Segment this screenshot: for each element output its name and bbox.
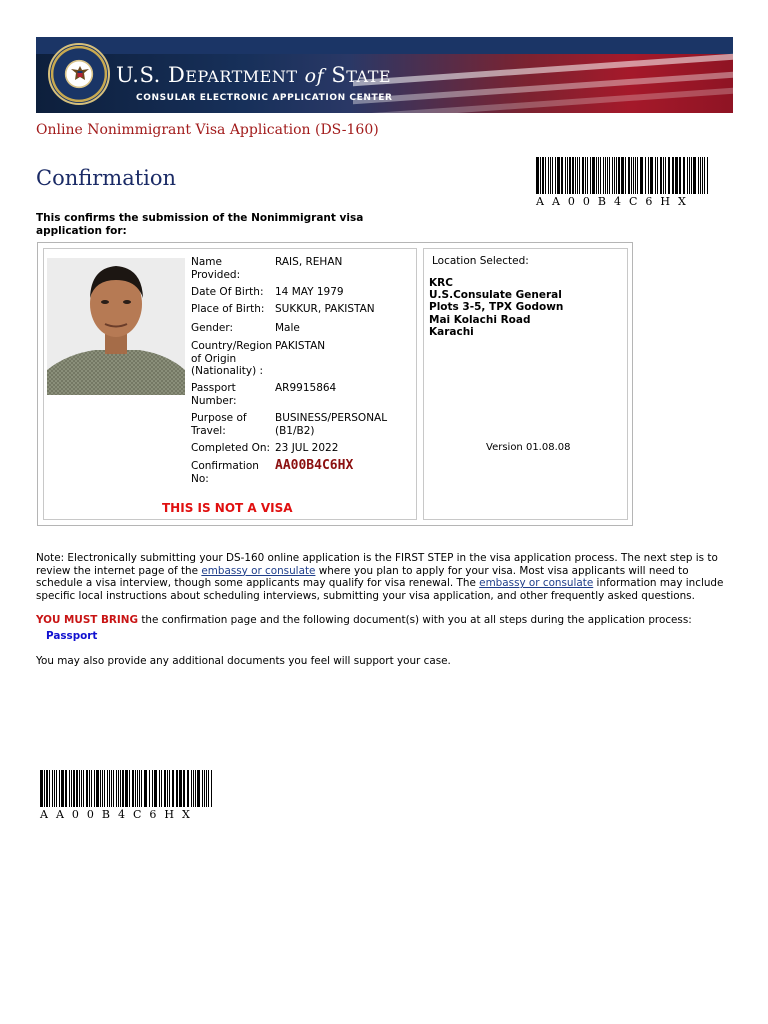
barcode-bar <box>683 157 685 194</box>
must-bring-emphasis: YOU MUST BRING <box>36 614 139 626</box>
barcode-bar <box>118 770 119 807</box>
barcode-bar <box>107 770 108 807</box>
barcode-bar <box>144 770 147 807</box>
barcode-bar <box>687 157 688 194</box>
field-label: Date Of Birth: <box>191 286 264 298</box>
barcode-bar <box>590 157 591 194</box>
barcode-bar <box>40 770 43 807</box>
field-value: 14 MAY 1979 <box>275 286 344 298</box>
field-value: Male <box>275 322 300 334</box>
barcode-bar <box>704 157 705 194</box>
barcode-bar <box>605 157 606 194</box>
barcode-bar <box>569 157 571 194</box>
barcode-bar <box>122 770 124 807</box>
department-subtitle: CONSULAR ELECTRONIC APPLICATION CENTER <box>136 93 393 103</box>
barcode-bar <box>100 770 101 807</box>
barcode-text: AA00B4C6HX <box>40 808 198 821</box>
barcode-bar <box>111 770 112 807</box>
barcode-bar <box>195 770 196 807</box>
barcode-bar <box>592 157 595 194</box>
not-a-visa-warning: THIS IS NOT A VISA <box>162 501 293 515</box>
barcode-bar <box>582 157 584 194</box>
barcode-bar <box>179 770 182 807</box>
header-banner <box>36 37 733 113</box>
eagle-icon <box>69 63 91 85</box>
barcode-bar <box>536 157 539 194</box>
barcode-bar <box>550 157 551 194</box>
barcode-bar <box>132 770 134 807</box>
barcode-bar <box>689 157 690 194</box>
barcode-bar <box>660 157 662 194</box>
barcode-bar <box>631 157 632 194</box>
version-label: Version 01.08.08 <box>486 442 571 453</box>
barcode-bar <box>125 770 128 807</box>
barcode-bar <box>211 770 212 807</box>
barcode-bar <box>204 770 205 807</box>
barcode-bars <box>40 770 216 807</box>
barcode-bar <box>167 770 168 807</box>
field-value: AR9915864 <box>275 382 337 394</box>
barcode-bar <box>81 770 82 807</box>
barcode-bar <box>561 157 563 194</box>
barcode-bar <box>621 157 624 194</box>
barcode-bar <box>577 157 578 194</box>
barcode-bar <box>59 770 60 807</box>
barcode-bar <box>542 157 544 194</box>
barcode-bar <box>137 770 138 807</box>
barcode-bar <box>603 157 604 194</box>
barcode-bar <box>700 157 701 194</box>
location-label: Location Selected: <box>432 255 529 267</box>
note-paragraph: Note: Electronically submitting your DS-160 online application is the FIRST STEP in the visa application process. The next step is to review the internet page of the embassy or consulate where you plan to apply for your visa. Most visa applicants will need to schedule a visa interview, though some applicants may qualify for visa renewal. The embassy or consulate information may include specific local instructions about scheduling interviews, submitting your visa application, and other frequently asked questions. <box>36 552 724 603</box>
barcode-bar <box>120 770 121 807</box>
field-label: Completed On: <box>191 442 271 454</box>
barcode-bar <box>91 770 92 807</box>
barcode-bar <box>79 770 80 807</box>
barcode-bar <box>208 770 209 807</box>
barcode-top <box>536 157 712 208</box>
barcode-bar <box>52 770 53 807</box>
barcode-bars <box>536 157 712 194</box>
barcode-bar <box>113 770 114 807</box>
barcode-bar <box>618 157 620 194</box>
barcode-bar <box>607 157 608 194</box>
barcode-bar <box>600 157 601 194</box>
barcode-bar <box>628 157 630 194</box>
embassy-consulate-info-link[interactable]: embassy or consulate <box>479 577 594 590</box>
barcode-bar <box>657 157 658 194</box>
barcode-bar <box>625 157 626 194</box>
field-label: Confirmation No: <box>191 460 259 485</box>
barcode-bar <box>183 770 185 807</box>
barcode-bar <box>139 770 140 807</box>
barcode-bar <box>159 770 160 807</box>
barcode-bar <box>702 157 703 194</box>
barcode-bar <box>640 157 643 194</box>
barcode-bar <box>129 770 130 807</box>
barcode-bar <box>598 157 599 194</box>
barcode-bar <box>572 157 574 194</box>
field-value: RAIS, REHAN <box>275 256 343 268</box>
barcode-bar <box>614 157 615 194</box>
barcode-bar <box>635 157 636 194</box>
barcode-bar <box>56 770 57 807</box>
address-line: Plots 3-5, TPX Godown <box>429 301 564 314</box>
barcode-bar <box>104 770 105 807</box>
address-line: U.S.Consulate General <box>429 289 562 302</box>
barcode-bar <box>552 157 553 194</box>
field-label: Passport Number: <box>191 382 237 407</box>
department-seal-icon <box>48 43 110 105</box>
address-line: Karachi <box>429 325 474 338</box>
barcode-bar <box>116 770 117 807</box>
field-label: Place of Birth: <box>191 303 265 315</box>
field-value: BUSINESS/PERSONAL (B1/B2) <box>275 412 388 437</box>
barcode-bar <box>193 770 194 807</box>
barcode-bar <box>86 770 88 807</box>
barcode-bar <box>567 157 568 194</box>
barcode-bar <box>616 157 617 194</box>
barcode-bar <box>187 770 189 807</box>
barcode-bar <box>679 157 681 194</box>
field-label: Gender: <box>191 322 234 334</box>
barcode-bar <box>73 770 75 807</box>
barcode-bar <box>548 157 549 194</box>
barcode-bar <box>587 157 588 194</box>
barcode-bar <box>633 157 634 194</box>
barcode-bar <box>197 770 200 807</box>
barcode-bar <box>585 157 586 194</box>
barcode-bar <box>663 157 664 194</box>
barcode-bar <box>141 770 142 807</box>
barcode-bar <box>698 157 699 194</box>
barcode-bar <box>49 770 50 807</box>
barcode-bar <box>65 770 67 807</box>
barcode-bar <box>545 157 546 194</box>
location-address <box>429 277 563 338</box>
banner-top-bar <box>36 37 733 54</box>
barcode-bar <box>540 157 541 194</box>
barcode-bar <box>555 157 556 194</box>
barcode-bar <box>69 770 70 807</box>
barcode-bar <box>637 157 638 194</box>
barcode-bar <box>612 157 613 194</box>
barcode-text: AA00B4C6HX <box>536 195 694 208</box>
field-value: SUKKUR, PAKISTAN <box>275 303 375 315</box>
address-line: KRC <box>429 277 453 289</box>
confirmation-intro: This confirms the submission of the Nonimmigrant visa application for: <box>36 212 364 237</box>
barcode-bar <box>61 770 64 807</box>
barcode-bar <box>707 157 708 194</box>
barcode-bar <box>693 157 696 194</box>
barcode-bar <box>152 770 153 807</box>
barcode-bar <box>76 770 78 807</box>
barcode-bar <box>96 770 99 807</box>
field-label: Country/Region of Origin (Nationality) : <box>191 340 273 377</box>
barcode-bar <box>83 770 84 807</box>
applicant-photo <box>47 258 185 395</box>
embassy-consulate-link[interactable]: embassy or consulate <box>201 564 316 577</box>
barcode-bar <box>71 770 72 807</box>
barcode-bar <box>672 157 674 194</box>
barcode-bar <box>675 157 678 194</box>
barcode-bar <box>154 770 157 807</box>
barcode-bar <box>648 157 649 194</box>
barcode-bar <box>609 157 610 194</box>
barcode-bar <box>596 157 597 194</box>
barcode-bar <box>655 157 656 194</box>
field-label: Purpose of Travel: <box>191 412 247 437</box>
barcode-bar <box>557 157 560 194</box>
application-title: Online Nonimmigrant Visa Application (DS-160) <box>36 122 379 138</box>
barcode-bar <box>149 770 150 807</box>
barcode-bar <box>650 157 653 194</box>
barcode-bar <box>191 770 192 807</box>
barcode-bar <box>89 770 90 807</box>
barcode-bar <box>94 770 95 807</box>
barcode-bar <box>109 770 110 807</box>
barcode-bar <box>176 770 178 807</box>
barcode-bar <box>135 770 136 807</box>
barcode-bar <box>565 157 566 194</box>
barcode-bar <box>579 157 580 194</box>
barcode-bar <box>691 157 692 194</box>
field-value: 23 JUL 2022 <box>275 442 339 454</box>
address-line: Mai Kolachi Road <box>429 313 531 326</box>
barcode-bar <box>645 157 646 194</box>
barcode-bar <box>164 770 166 807</box>
barcode-bar <box>169 770 170 807</box>
field-value: PAKISTAN <box>275 340 326 352</box>
barcode-bar <box>206 770 207 807</box>
page-title: Confirmation <box>36 166 177 190</box>
barcode-bar <box>46 770 48 807</box>
barcode-bar <box>665 157 666 194</box>
barcode-bar <box>44 770 45 807</box>
must-bring-text: YOU MUST BRING the confirmation page and the following document(s) with you at all steps during the application process: <box>36 614 692 626</box>
barcode-bar <box>54 770 55 807</box>
additional-documents-text: You may also provide any additional documents you feel will support your case. <box>36 655 451 667</box>
barcode-bar <box>668 157 670 194</box>
required-document-passport: Passport <box>46 630 98 642</box>
barcode-bar <box>575 157 576 194</box>
flag-stripe <box>353 88 733 113</box>
department-name: U.S. DEPARTMENT of STATE <box>116 63 392 87</box>
barcode-bottom <box>40 770 216 821</box>
barcode-bar <box>161 770 162 807</box>
field-label: Name Provided: <box>191 256 241 281</box>
barcode-bar <box>202 770 203 807</box>
confirmation-number: AA00B4C6HX <box>275 458 354 473</box>
barcode-bar <box>102 770 103 807</box>
barcode-bar <box>172 770 174 807</box>
